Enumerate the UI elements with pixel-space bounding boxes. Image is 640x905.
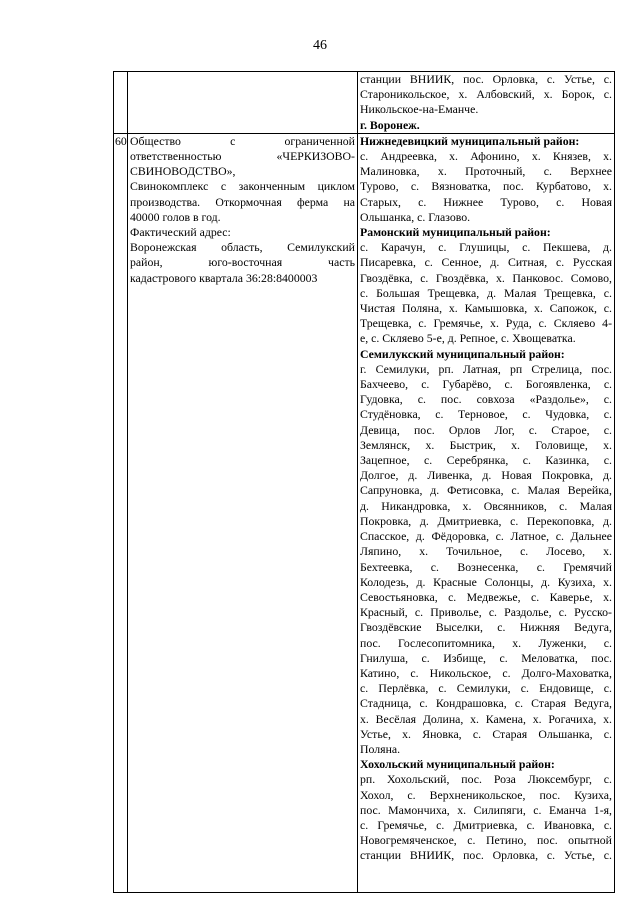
continuation-cell bbox=[358, 72, 615, 134]
area-line: Красный, с. Приволье, с. Раздолье, с. Русско- bbox=[360, 605, 612, 620]
org-line: Свинокомплекс с законченным циклом bbox=[130, 179, 355, 194]
area-line: пос. Мамончиха, х. Силипяги, с. Еманча 1-я, bbox=[360, 802, 612, 817]
area-line: Покровка, д. Дмитриевка, с. Перекоповка, д. bbox=[360, 513, 612, 528]
area-line: Севостьяновка, с. Медвежье, с. Каверье, х. bbox=[360, 589, 612, 604]
area-line: Бехтеевка, с. Вознесенка, с. Гремячий bbox=[360, 559, 612, 574]
area-line: х. Весёлая Долина, х. Камена, х. Рогачиха, х. bbox=[360, 711, 612, 726]
area-line: Гнилуша, с. Избище, с. Меловатка, пос. bbox=[360, 650, 612, 665]
organization-cell bbox=[128, 133, 358, 892]
area-line: Писаревка, с. Сенное, д. Ситная, с. Русская bbox=[360, 255, 612, 270]
area-line: Бахчеево, с. Губарёво, с. Богоявленка, с. bbox=[360, 377, 612, 392]
area-line: Девица, пос. Орлов Лог, с. Старое, с. bbox=[360, 422, 612, 437]
area-line: Новогремяченское, с. Петино, пос. опытной bbox=[360, 833, 612, 848]
area-line: Спасское, д. Фёдоровка, с. Латное, с. Дальнее bbox=[360, 529, 612, 544]
district-heading: Хохольский муниципальный район: bbox=[360, 757, 555, 772]
org-line: Воронежская область, Семилукский bbox=[130, 240, 355, 255]
org-line: Фактический адрес: bbox=[130, 225, 231, 240]
table-row bbox=[114, 72, 615, 134]
area-line: Стадница, с. Кондрашовка, с. Старая Ведуга, bbox=[360, 696, 612, 711]
area-line: Катино, с. Никольское, с. Долго-Маховатка, bbox=[360, 665, 612, 680]
area-line: пос. Гослесопитомника, х. Луженки, с. bbox=[360, 635, 612, 650]
district-heading: Семилукский муниципальный район: bbox=[360, 346, 565, 361]
area-line: станции ВНИИК, пос. Орловка, с. Устье, с. bbox=[360, 848, 612, 863]
area-line: Старых, с. Нижнее Турово, с. Новая bbox=[360, 194, 612, 209]
org-line: Общество с ограниченной bbox=[130, 133, 355, 148]
area-line: рп. Хохольский, пос. Роза Люксембург, с. bbox=[360, 772, 612, 787]
org-line: кадастрового квартала 36:28:8400003 bbox=[130, 270, 318, 285]
area-line: е, с. Скляево 5-е, д. Репное, с. Хвощеватка. bbox=[360, 331, 576, 346]
area-line: с. Большая Трещевка, д. Малая Трещевка, с. bbox=[360, 285, 612, 300]
area-line: Гвоздёвские Выселки, с. Нижняя Ведуга, bbox=[360, 620, 612, 635]
empty-number-cell bbox=[114, 72, 128, 134]
area-line: Зацепное, с. Серебрянка, с. Казинка, с. bbox=[360, 453, 612, 468]
area-line: Трещевка, с. Гремячье, х. Руда, с. Скляево 4- bbox=[360, 316, 612, 331]
city-name: г. Воронеж. bbox=[360, 117, 420, 132]
area-line: Колодезь, д. Красные Солонцы, д. Кузиха, х. bbox=[360, 574, 612, 589]
area-line: с. Гремячье, с. Дмитриевка, с. Ивановка, с. bbox=[360, 817, 612, 832]
area-line: д. Никандровка, х. Овсянников, с. Малая bbox=[360, 498, 612, 513]
area-line: с. Карачун, с. Глушицы, с. Пекшева, д. bbox=[360, 240, 612, 255]
area-line: Чистая Поляна, х. Камышовка, х. Сапожок, с. bbox=[360, 301, 612, 316]
area-line: с. Андреевка, х. Афонино, х. Князев, х. bbox=[360, 149, 612, 164]
settlements-table bbox=[113, 71, 615, 893]
area-line: Никольское-на-Еманче. bbox=[360, 102, 479, 117]
area-line: Студёновка, с. Терновое, с. Чудовка, с. bbox=[360, 407, 612, 422]
org-line: СВИНОВОДСТВО», bbox=[130, 164, 236, 179]
area-line: Гвоздёвка, с. Гвоздёвка, х. Панковос. Сомово, bbox=[360, 270, 612, 285]
area-line: Поляна. bbox=[360, 741, 401, 756]
area-line: Устье, х. Яновка, с. Старая Ольшанка, с. bbox=[360, 726, 612, 741]
empty-org-cell bbox=[128, 72, 358, 134]
area-line: Сапруновка, д. Фетисовка, с. Малая Верейка, bbox=[360, 483, 612, 498]
area-line: г. Семилуки, рп. Латная, рп Стрелица, пос. bbox=[360, 361, 612, 376]
page-number: 46 bbox=[313, 38, 327, 53]
area-line: Землянск, х. Быстрик, х. Головище, х. bbox=[360, 437, 612, 452]
org-line: ответственностью «ЧЕРКИЗОВО- bbox=[130, 149, 355, 164]
org-line: 40000 голов в год. bbox=[130, 209, 221, 224]
entry-number: 60 bbox=[114, 133, 128, 892]
table-row bbox=[114, 133, 615, 892]
org-line: район, юго-восточная часть bbox=[130, 255, 355, 270]
org-line: производства. Откормочная ферма на bbox=[130, 194, 355, 209]
area-line: Ляпино, х. Точильное, с. Лосево, х. bbox=[360, 544, 612, 559]
area-line: Турово, с. Вязноватка, пос. Курбатово, х. bbox=[360, 179, 612, 194]
area-line: Долгое, д. Ливенка, д. Новая Покровка, д. bbox=[360, 468, 612, 483]
area-line: Гудовка, с. пос. совхоза «Раздолье», с. bbox=[360, 392, 612, 407]
district-heading: Рамонский муниципальный район: bbox=[360, 225, 551, 240]
area-line: станции ВНИИК, пос. Орловка, с. Устье, с. bbox=[360, 72, 612, 86]
district-heading: Нижнедевицкий муниципальный район: bbox=[360, 133, 580, 148]
districts-cell bbox=[358, 133, 615, 892]
area-line: Ольшанка, с. Глазово. bbox=[360, 209, 471, 224]
area-line: с. Перлёвка, с. Семилуки, с. Ендовище, с. bbox=[360, 681, 612, 696]
area-line: Хохол, с. Верхненикольское, пос. Кузиха, bbox=[360, 787, 612, 802]
area-line: Малиновка, х. Проточный, с. Верхнее bbox=[360, 164, 612, 179]
area-line: Староникольское, х. Албовский, х. Борок, с. bbox=[360, 87, 612, 102]
